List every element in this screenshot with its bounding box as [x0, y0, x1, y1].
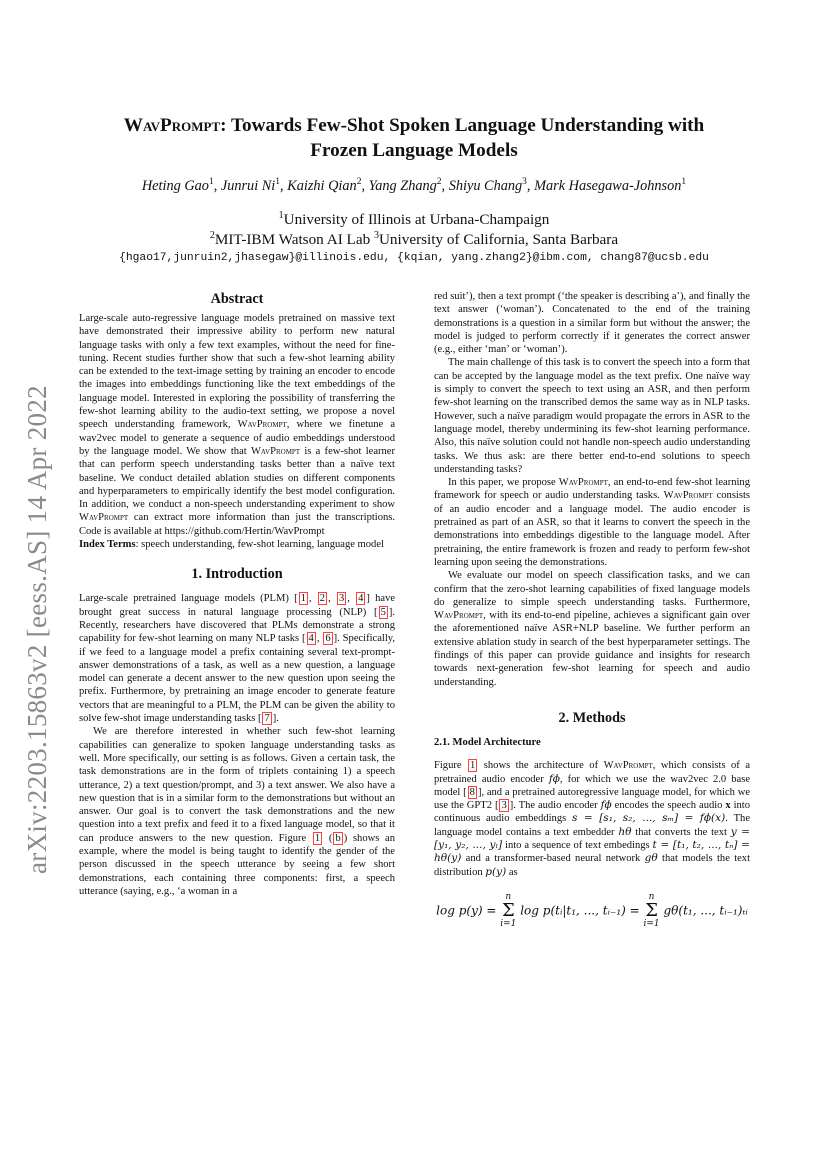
text-segment: shows an example, where the model is being taught to identify the gender of the person discussed in the speech utterance by seeing a few short demonstrations, each containing three components: first, a speech utterance (saying, e.g., ‘a woman in a	[79, 832, 395, 897]
sigma-glyph: Σ	[645, 899, 658, 921]
citation-link[interactable]: 4	[308, 633, 314, 645]
index-terms-label: Index Terms	[79, 539, 136, 551]
index-terms	[79, 538, 395, 551]
intro-paragraph-2-continued: red suit’), then a text prompt (‘the speaker is describing a’), and finally the text answer (‘woman’). Concatenated to the end of the training demonstrations is a question in a similar form but without the answer; the model is judged to perform correctly if it generates the correct answer (e.g., either ‘man’ or ‘woman’).	[434, 291, 750, 356]
text-segment: , an end-to-end few-shot learning framework for speech or audio understanding tasks.	[434, 477, 750, 502]
system-name: WavPrompt	[603, 760, 653, 772]
text-segment: , which consists of a pretrained audio encoder	[434, 760, 750, 785]
introduction-heading: 1. Introduction	[191, 566, 283, 583]
left-column	[79, 290, 395, 898]
text-segment: , for which we use the wav2vec 2.0 base model	[434, 773, 750, 798]
text-segment: .	[276, 713, 279, 725]
math-symbol: x	[725, 800, 731, 812]
text-segment: Figure	[434, 760, 468, 772]
citation-link[interactable]: 6	[325, 633, 331, 645]
author-list: Heting Gao$^1$, Junrui Ni$^1$, Kaizhi Qian$^2$, Yang Zhang$^2$, Shiyu Chang$^3$, Mark Hasegawa-Johnson$^1$	[141, 177, 687, 194]
text-segment: Large-scale pretrained language models (PLM)	[79, 593, 295, 605]
summation-symbol	[644, 893, 660, 929]
index-terms-text: : speech understanding, few-shot learning, language model	[135, 539, 384, 551]
text-segment: and a transformer-based neural network	[461, 853, 645, 865]
system-name: WavPrompt	[250, 445, 301, 457]
author-name: Shiyu Chang	[448, 177, 523, 194]
abstract-text	[79, 312, 395, 538]
affiliation-mark: 3	[373, 230, 379, 241]
sum-upper-limit: n	[648, 891, 655, 902]
citation-link[interactable]: 7	[264, 713, 270, 725]
text-segment: . The language model contains a text embedder	[434, 813, 750, 838]
affiliation-mit-ibm: MIT-IBM Watson AI Lab	[214, 231, 374, 249]
author-name: Kaizhi Qian	[287, 177, 357, 194]
abstract-segment: is a few-shot learner that can perform speech understanding tasks better than a naïve text baseline. We conduct detailed ablation studies on different components and hyperparameters to empirically identify the best model configuration. In addition, we conduct a non-speech understanding experiment to show	[79, 445, 395, 511]
system-name: WavPrompt	[237, 419, 287, 431]
sum-lower-limit: i=1	[643, 918, 660, 929]
arxiv-identifier: arXiv:2203.15863v2 [eess.AS] 14 Apr 2022	[22, 385, 52, 874]
author-emails: {hgao17,junruin2,jhasegaw}@illinois.edu, {kqian, yang.zhang2}@ibm.com, chang87@ucsb.edu	[119, 252, 709, 264]
citation-link[interactable]: 8	[469, 786, 475, 798]
text-segment: shows the architecture of	[478, 760, 604, 772]
math-symbol: gθ	[644, 852, 658, 865]
text-segment: that converts the text	[631, 826, 731, 838]
intro-paragraph-4	[434, 476, 750, 569]
text-segment: . Specifically, if we feed to a language model a prefix containing several text-prompt-answer demonstrations of a task, as well as a new question, a language model can generate a decent answer to the new question upon seeing the prefix. Furthermore, by pretraining an image encoder to generate feature vectors that are meaningful to a PLM, the PLM can be given the ability to solve few-shot image understanding tasks	[79, 633, 395, 725]
abstract-segment: , where we finetune a wav2vec model to generate a sequence of audio embeddings understood by the language model. We show that	[79, 419, 396, 457]
citation-link[interactable]: 1	[300, 593, 306, 605]
text-segment: into continuous audio embeddings	[434, 800, 750, 825]
affiliation-uiuc: University of Illinois at Urbana-Champaign	[283, 211, 550, 229]
sigma-glyph: Σ	[501, 899, 515, 921]
system-name: WavPrompt	[663, 490, 713, 502]
system-name: WavPrompt	[558, 477, 608, 489]
affiliation-ucsb: University of California, Santa Barbara	[378, 231, 619, 249]
math-expression: s = [s₁, s₂, ..., sₘ] = fϕ(x)	[571, 812, 726, 825]
figure-link[interactable]: 1	[470, 760, 476, 772]
author-name: Junrui Ni	[220, 177, 276, 194]
system-name: WavPrompt	[79, 512, 129, 524]
author-affiliation-mark: 1	[208, 177, 214, 187]
affiliation-line-2	[60, 230, 768, 249]
title-line1: : Towards Few-Shot Spoken Language Understanding with	[220, 115, 705, 136]
text-segment: In this paper, we propose	[448, 477, 559, 489]
text-segment: into a sequence of text embedings	[502, 839, 653, 851]
text-segment: We evaluate our model on speech classification tasks, and we can confirm that the zero-shot learning capabilities of fixed language models do generalize to simple speech understanding tasks. Furthermore,	[434, 570, 750, 608]
math-expression: p(y)	[485, 865, 507, 878]
model-architecture-heading: 2.1. Model Architecture	[434, 736, 541, 748]
text-segment: as	[506, 866, 518, 878]
figure-subpart-link[interactable]: b	[335, 832, 341, 844]
text-segment: . Recently, researchers have discovered that PLMs demonstrate a strong capability for few-shot learning on many NLP tasks	[79, 606, 395, 645]
citation-link[interactable]: 4	[358, 593, 364, 605]
math-symbol: fϕ	[600, 799, 612, 812]
intro-paragraph-1: Large-scale pretrained language models (PLM) [ 1 , 2 , 3 , 4 ] have brought great success in natural language processing (NLP) [ 5 ]. Recently, researchers have discovered that PLMs demonstrate a strong capability for few-shot learning on many NLP tasks [ 4 , 6 ]. Specifically, if we feed to a language model a prefix containing several text-prompt-answer demonstrations of a task, as well as a new question, a language model can generate a decent answer to the new question upon seeing the prefix. Furthermore, by pretraining an image encoder to generate feature vectors that are meaningful to a PLM, the PLM can be given the ability to solve few-shot image understanding tasks [ 7 ].	[79, 593, 396, 725]
author-affiliation-mark: 1	[681, 177, 687, 187]
methods-heading: 2. Methods	[558, 709, 626, 726]
author-affiliation-mark: 3	[522, 177, 527, 187]
math-symbol: hθ	[618, 825, 632, 838]
abstract-segment: Large-scale auto-regressive language models pretrained on massive text have demonstrated their impressive ability to perform new natural language tasks with only a few text examples, without the need for fine-tuning. Recent studies further show that such a few-shot learning ability can be extended to the text-image setting by training an encoder to encode the images into embeddings functioning like the text embeddings of the language model. Interested in exploring the possibility of transferring the few-shot learning ability to the audio-text setting, we propose a novel speech understanding framework,	[79, 313, 395, 431]
summation-symbol	[500, 893, 516, 929]
sum-lower-limit: i=1	[500, 918, 517, 929]
affiliation-mark: 2	[209, 230, 215, 241]
abstract-segment: can extract more information than just the transcriptions. Code is available at https://github.com/Hertin/WavPrompt	[79, 512, 395, 537]
citation-link[interactable]: 2	[319, 593, 326, 605]
text-segment: We are therefore interested in whether such few-shot learning capabilities can generalize to spoken language understanding tasks as well. More specifically, our setting is as follows. Given a certain task, the task demonstrations are in the form of triplets containing 1) a speech utterance, 2) a text question/prompt, and 3) a text answer. We also have a new question that is in a similar form to the demonstrations but without an answer. Our goal is to convert the task demonstrations and the new question into a text prefix and feed it to a fixed language model, so that it can produce answers to the new question. Figure	[79, 726, 395, 844]
paper-title	[70, 113, 758, 163]
equation-log-likelihood	[434, 893, 750, 929]
math-expression: y = [y₁, y₂, ..., yₗ]	[434, 825, 750, 851]
text-segment: , with its end-to-end pipeline, achieves a significant gain over the aforementioned naïve ASR+NLP baseline. We further perform an extensive ablation study in search of the best hyperparameter settings. The findings of this paper can provide guidance and insights for research towards next-generation few-shot learning for speech and audio understanding.	[434, 610, 750, 688]
equation-middle: log p(tᵢ|t₁, ..., tᵢ₋₁) =	[520, 903, 644, 918]
methods-paragraph-1: Figure 1 shows the architecture of WavPrompt, which consists of a pretrained audio encoder fϕ, for which we use the wav2vec 2.0 base model [ 8 ], and a pretrained autoregressive language model, for which we use the GPT2 [ 3 ]. The audio encoder fϕ encodes the speech audio x into continuous audio embeddings s = [s₁, s₂, ..., sₘ] = fϕ(x). The language model contains a text embedder hθ that converts the text y = [y₁, y₂, ..., yₗ] into a sequence of text embedings t = [t₁, t₂, ..., tₙ] = hθ(y) and a transformer-based neural network gθ that models the text distribution p(y) as	[434, 760, 751, 878]
title-line2: Frozen Language Models	[310, 140, 518, 161]
author-name: Yang Zhang	[368, 177, 437, 194]
text-segment: that models the text distribution	[434, 853, 751, 878]
equation-rhs: gθ(t₁, ..., tᵢ₋₁)ₜᵢ	[663, 903, 748, 918]
title-system-name: WavPrompt	[123, 115, 221, 136]
author-name: Mark Hasegawa-Johnson	[534, 177, 682, 194]
text-segment: consists of an audio encoder and a language model. The audio encoder is pretrained as part of an ASR, so that it learns to convert the speech in the demonstrations into embeddings digestible to the language model. After pretraining, the entire framework is frozen and ready to perform few-shot learning upon seeing the demonstrations.	[434, 490, 750, 568]
text-segment: have brought great success in natural language processing (NLP)	[79, 593, 396, 618]
system-name: WavPrompt	[434, 610, 484, 622]
equation-lhs: log p(y) =	[436, 903, 501, 918]
right-column	[434, 290, 750, 929]
affiliation-line-1	[60, 210, 768, 229]
text-segment: . The audio encoder	[513, 800, 601, 812]
author-affiliation-mark: 1	[275, 177, 281, 187]
citation-link[interactable]: 3	[338, 593, 345, 605]
author-name: Heting Gao	[141, 177, 209, 194]
citation-link[interactable]: 5	[380, 606, 386, 618]
text-segment: encodes the speech audio	[611, 800, 726, 812]
citation-link[interactable]: 3	[501, 800, 507, 812]
author-affiliation-mark: 2	[356, 177, 362, 187]
abstract-heading: Abstract	[210, 291, 264, 307]
math-symbol: fϕ	[548, 772, 560, 785]
figure-link[interactable]: 1	[314, 832, 321, 844]
text-segment	[323, 833, 329, 844]
author-affiliation-mark: 2	[436, 177, 442, 187]
text-segment: , and a pretrained autoregressive language model, for which we use the GPT2	[434, 786, 751, 812]
intro-paragraph-2: We are therefore interested in whether such few-shot learning capabilities can generalize to spoken language understanding tasks as well. More specifically, our setting is as follows. Given a certain task, the task demonstrations are in the form of triplets containing 1) a speech utterance, 2) a text question/prompt, and 3) a text answer. We also have a new question that is in a similar form to the demonstrations but without an answer. Our goal is to convert the task demonstrations and the new question into a text prefix and feed it to a fixed language model, so that it can produce answers to the new question. Figure 1 ( b ) shows an example, where the model is being taught to identify the gender of the person discussed in the speech utterance by seeing a few short demonstrations, each containing three components: first, a speech utterance (saying, e.g., ‘a woman in a	[79, 726, 395, 897]
sum-upper-limit: n	[505, 891, 512, 902]
affiliation-mark: 1	[278, 210, 284, 221]
math-expression: t = [t₁, t₂, ..., tₙ] = hθ(y)	[434, 838, 750, 865]
intro-paragraph-3: The main challenge of this task is to convert the speech into a form that can be accepted by the language model as the text prefix. One naïve way is simply to convert the speech to text using an ASR, and then perform few-shot learning on the transcribed demos the same way as in NLP tasks. However, such a naïve paradigm would propagate the errors in ASR to the language model, thereby undermining its few-shot learning performance. Also, this naïve solution could not handle non-speech audio understanding tasks. We thus ask: are there better end-to-end solutions to speech understanding tasks?	[434, 357, 750, 475]
intro-paragraph-5	[434, 569, 750, 689]
